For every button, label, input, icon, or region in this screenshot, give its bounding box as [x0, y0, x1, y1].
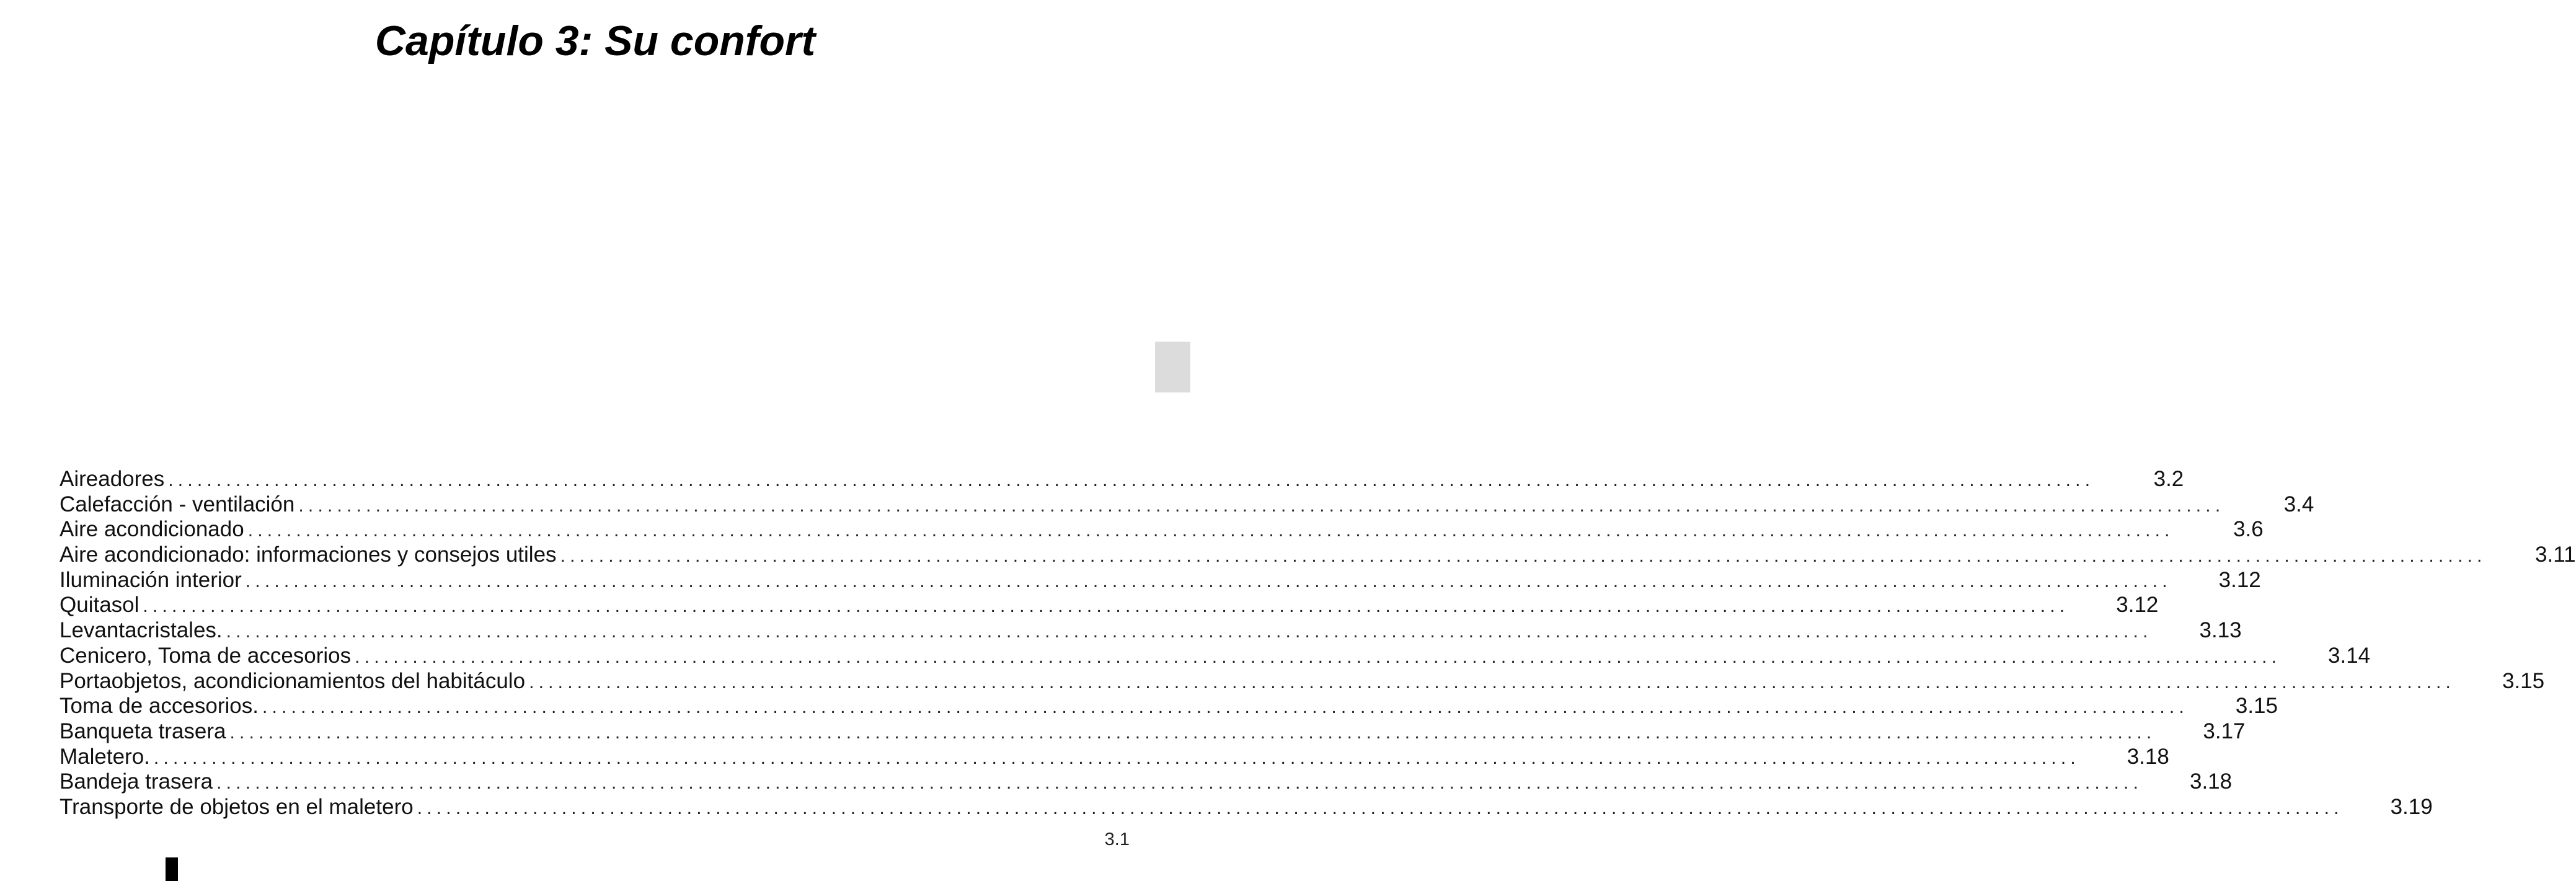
dot-leader: ........................................................................................................................................................................................................ — [529, 671, 2456, 693]
toc-entry[interactable] — [60, 643, 2371, 669]
toc-entry-label: Transporte de objetos en el maletero — [60, 795, 417, 820]
toc-entry-page: 3.18 — [2189, 769, 2233, 794]
toc-entry-label: Aireadores — [60, 467, 168, 492]
toc-entry[interactable] — [60, 719, 2246, 745]
toc-entry-page: 3.12 — [2116, 593, 2159, 618]
toc-entry[interactable] — [60, 492, 2314, 518]
toc-entry-page: 3.15 — [2502, 668, 2545, 693]
toc-entry-page: 3.12 — [2218, 567, 2261, 592]
chapter-title: Capítulo 3: Su confort — [374, 17, 816, 64]
dot-leader: ........................................................................................................................................................................................................ — [216, 773, 2143, 794]
toc-entry-label: Banqueta trasera — [60, 719, 230, 744]
dot-leader: ........................................................................................................................................................................................................ — [560, 546, 2487, 567]
toc-entry-page: 3.2 — [2153, 467, 2184, 491]
crop-mark — [166, 857, 178, 881]
page-number: 3.1 — [1104, 830, 1130, 849]
toc-entry[interactable] — [60, 694, 2278, 719]
toc-entry-label: Iluminación interior — [60, 568, 246, 593]
toc-entry-label: Toma de accesorios. — [60, 694, 262, 719]
toc-entry-label: Maletero. — [60, 745, 154, 769]
toc-entry[interactable] — [60, 517, 2264, 542]
toc-entry-label: Bandeja trasera — [60, 769, 216, 794]
toc-entry-label: Aire acondicionado — [60, 517, 248, 542]
toc-entry-page: 3.13 — [2199, 618, 2242, 643]
toc-entry-page: 3.4 — [2283, 492, 2314, 516]
toc-entry[interactable] — [60, 794, 2433, 820]
dot-leader: ........................................................................................................................................................................................................ — [143, 596, 2069, 617]
dot-leader: ........................................................................................................................................................................................................ — [168, 470, 2095, 490]
dot-leader: ........................................................................................................................................................................................................ — [229, 722, 2156, 743]
dot-leader: ........................................................................................................................................................................................................ — [226, 621, 2153, 642]
toc-entry-page: 3.17 — [2203, 719, 2246, 743]
toc-entry-label: Portaobjetos, acondicionamientos del habitáculo — [60, 669, 529, 694]
toc-entry-label: Aire acondicionado: informaciones y consejos utiles — [60, 542, 560, 567]
toc-entry-label: Calefacción - ventilación — [60, 492, 298, 517]
toc-entry[interactable] — [60, 668, 2545, 694]
toc-entry[interactable] — [60, 467, 2184, 492]
toc-entry-page: 3.19 — [2390, 794, 2433, 819]
dot-leader: ........................................................................................................................................................................................................ — [153, 747, 2080, 768]
toc-entry[interactable] — [60, 542, 2576, 568]
toc-entry[interactable] — [60, 769, 2233, 795]
toc-entry-page: 3.11 — [2535, 542, 2576, 567]
toc-entry[interactable] — [60, 744, 2169, 770]
toc-entry-label: Cenicero, Toma de accesorios — [60, 644, 355, 668]
table-of-contents — [60, 467, 2576, 820]
dot-leader: ........................................................................................................................................................................................................ — [298, 495, 2225, 516]
toc-entry-page: 3.14 — [2328, 643, 2371, 668]
dot-leader: ........................................................................................................................................................................................................ — [262, 697, 2189, 718]
toc-entry-page: 3.6 — [2233, 517, 2264, 542]
chapter-side-tab — [1155, 342, 1190, 392]
toc-entry[interactable] — [60, 567, 2261, 593]
dot-leader: ........................................................................................................................................................................................................ — [417, 797, 2344, 818]
toc-entry[interactable] — [60, 593, 2159, 618]
toc-entry-page: 3.18 — [2127, 744, 2169, 769]
dot-leader: ........................................................................................................................................................................................................ — [245, 570, 2172, 591]
toc-entry-page: 3.15 — [2235, 694, 2278, 719]
toc-entry[interactable] — [60, 618, 2242, 644]
toc-entry-label: Levantacristales. — [60, 618, 226, 643]
dot-leader: ........................................................................................................................................................................................................ — [355, 646, 2282, 667]
toc-entry-label: Quitasol — [60, 593, 143, 618]
dot-leader: ........................................................................................................................................................................................................ — [247, 520, 2174, 541]
